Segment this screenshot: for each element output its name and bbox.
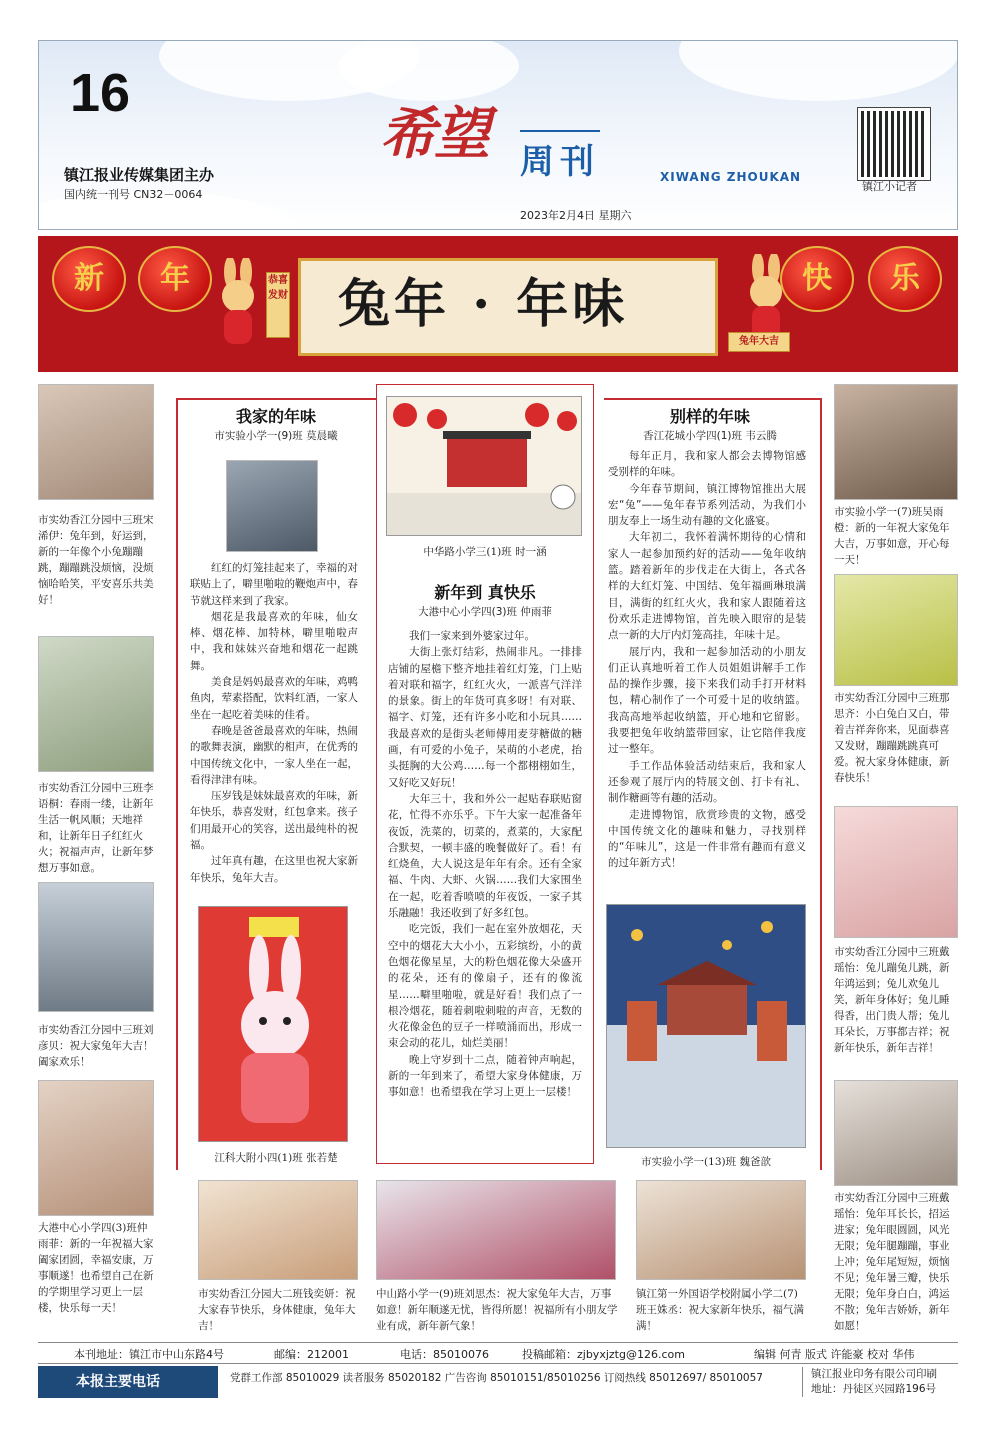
- scroll-left: 恭喜发财: [266, 272, 290, 338]
- article1-body: [190, 560, 358, 886]
- caption-bottom-3: 镇江第一外国语学校附属小学二(7)班王姝丞：祝大家新年快乐，福气满满！: [636, 1288, 804, 1332]
- article3-byline: 香江花城小学四(1)班 韦云腾: [643, 430, 777, 442]
- paragraph: 美食是妈妈最喜欢的年味，鸡鸭鱼肉，荤素搭配，饮料红酒，一家人坐在一起吃着美味的佳肴。: [190, 676, 358, 721]
- logo-pinyin: XIWANG ZHOUKAN: [660, 170, 802, 184]
- scroll-right: 兔年大吉: [728, 332, 790, 352]
- caption-right-3: 市实幼香江分园中三班戴瑶怡：兔儿蹦兔儿跳，新年鸿运到；兔儿欢兔儿笑，新年身体好；兔儿睡得香，出门贵人帮；兔儿耳朵长，万事都吉祥；祝新年快乐，新年吉祥！: [834, 946, 950, 1054]
- printer-address: 地址：丹徒区兴园路196号: [811, 1383, 937, 1395]
- photo-bottom-2: [376, 1180, 616, 1280]
- rabbit-left-icon: [210, 258, 266, 350]
- photo-article1: [226, 460, 318, 552]
- footer-address: 本刊地址：镇江市中山东路4号: [74, 1348, 224, 1361]
- article2-byline: 大港中心小学四(3)班 仲雨菲: [418, 606, 552, 618]
- qr-label: 镇江小记者: [862, 180, 917, 193]
- paragraph: 我们一家来到外婆家过年。: [409, 630, 535, 642]
- column-rule: [176, 400, 178, 1170]
- issue-date: 2023年2月4日 星期六: [520, 209, 632, 222]
- hotline-numbers: 党群工作部 85010029 读者服务 85020182 广告咨询 85010151/85010256 订阅热线 85012697/ 85010057: [230, 1372, 763, 1384]
- paragraph: 大年三十，我和外公一起贴春联贴窗花，忙得不亦乐乎。下午大家一起准备年夜饭，洗菜的，切菜的，煮菜的，大家配合默契，一顿丰盛的晚餐做好了。看！有红烧鱼，大人说这是年年有余。还有全家福、牛肉、大虾、火锅……我们大家围坐在一起，吃着香喷喷的年夜饭，一家子其乐融融！我还收到了好多红包。: [388, 792, 582, 920]
- caption-right-2: 市实幼香江分园中三班那思齐：小白兔白又白，带着吉祥奔你来，见面恭喜又发财，蹦蹦跳跳真可爱。祝大家身体健康，新春快乐！: [834, 692, 950, 784]
- article3-body: [608, 448, 806, 872]
- footer-email[interactable]: 投稿邮箱：zjbyxjztg@126.com: [522, 1348, 685, 1361]
- publisher-host: 镇江报业传媒集团主办: [64, 166, 215, 184]
- drawing-lantern-street-art: [606, 904, 806, 1148]
- footer-postcode: 邮编：212001: [274, 1348, 349, 1361]
- drawing-street-art: [386, 396, 582, 536]
- hotline-label: 本报主要电话: [38, 1366, 218, 1398]
- footer-phone: 电话：85010076: [400, 1348, 489, 1361]
- photo-right-1: [834, 384, 958, 500]
- article2-body: [388, 628, 582, 1101]
- caption-right-4: 市实幼香江分园中三班戴瑶怡：兔年耳长长，招运进家；兔年眼圆圆，风光无限；兔年腿蹦蹦，事业上冲；兔年尾短短，烦恼不见；兔年暑三瓣，快乐无限；兔年身白白，鸿运不散；兔年吉娇娇，新年如愿！: [834, 1192, 950, 1332]
- paragraph: 红红的灯笼挂起来了，幸福的对联贴上了，噼里啪啦的鞭炮声中，春节就这样来到了我家。: [190, 562, 358, 607]
- photo-left-1: [38, 384, 154, 500]
- paragraph: 大年初二，我怀着满怀期待的心情和家人一起参加预约好的活动——兔年收纳篮。踏着新年的步伐走在大街上，各式各样的大红灯笼、中国结、兔年福画琳琅满目，满街的红红火火，我和家人跟随着这份欢乐走进博物馆，首先映入眼帘的是装点一新的大厅内灯笼高挂，年味十足。: [608, 531, 806, 642]
- printer-name: 镇江报业印务有限公司印刷: [811, 1368, 937, 1380]
- caption-left-1: 市实幼香江分园中三班宋浠伊：兔年到，好运到，新的一年像个小兔蹦蹦跳，蹦蹦跳没烦恼，没烦恼哈哈笑，平安喜乐共美好！: [38, 514, 154, 606]
- paragraph: 每年正月，我和家人都会去博物馆感受别样的年味。: [608, 450, 806, 479]
- column-rule: [176, 398, 376, 400]
- article1-title: 我家的年味: [235, 407, 316, 426]
- paragraph: 烟花是我最喜欢的年味，仙女棒、烟花棒、加特林，噼里啪啦声中，我和妹妹兴奋地和烟花一起跳舞。: [190, 610, 358, 672]
- photo-bottom-1: [198, 1180, 358, 1280]
- article1-byline: 市实验小学一(9)班 莫晨曦: [214, 430, 338, 442]
- caption-bottom-1: 市实幼香江分园大二班钱奕妍：祝大家春节快乐，身体健康，兔年大吉！: [198, 1288, 356, 1332]
- paragraph: 过年真有趣，在这里也祝大家新年快乐，兔年大吉。: [190, 855, 358, 884]
- caption-right-1: 市实验小学一(7)班吴雨橙：新的一年祝大家兔年大吉，万事如意，开心每一天！: [834, 506, 950, 566]
- page-number: 16: [70, 63, 131, 123]
- photo-right-3: [834, 806, 958, 938]
- photo-right-2: [834, 574, 958, 686]
- paragraph: 春晚是爸爸最喜欢的年味，热闹的歌舞表演，幽默的相声，在优秀的中国传统文化中，一家人坐在一起，看得津津有味。: [190, 724, 358, 786]
- qr-code-icon[interactable]: [858, 108, 930, 180]
- logo-calligraphy: 希望: [380, 101, 488, 167]
- article3-title: 别样的年味: [669, 407, 750, 426]
- printer-info: [802, 1367, 937, 1397]
- article2-title: 新年到 真快乐: [434, 583, 536, 602]
- paragraph: 吃完饭，我们一起在室外放烟花，天空中的烟花大大小小，五彩缤纷，小的黄色烟花像星星，大的粉色烟花像大朵盛开的花朵，还有的像扇子，还有的像流星……噼里啪啦，就是好看！我们点了一根冷烟花，随着刺啦刺啦的声音，无数的火花像金色的豆子一样喷涌而出，形成一束会动的花儿，灿烂美丽！: [388, 923, 582, 1050]
- lantern-icon: 年: [138, 246, 212, 312]
- caption-left-3: 市实幼香江分园中三班刘彦贝：祝大家兔年大吉！阖家欢乐！: [38, 1024, 154, 1068]
- caption-left-4: 大港中心小学四(3)班仲雨菲：新的一年祝福大家阖家团圆，幸福安康，万事顺遂！也希望自己在新的学期里学习更上一层楼，快乐每一天！: [38, 1222, 154, 1314]
- column-rule: [820, 400, 822, 1170]
- paragraph: 今年春节期间，镇江博物馆推出大展宏“兔”——兔年春节系列活动，为我们小朋友奉上一场生动有趣的文化盛宴。: [608, 482, 806, 528]
- photo-left-2: [38, 636, 154, 772]
- paragraph: 压岁钱是妹妹最喜欢的年味，新年快乐，恭喜发财，红包拿来。孩子们用最开心的笑容，送出最纯朴的祝福。: [190, 790, 358, 852]
- lantern-icon: 新: [52, 246, 126, 312]
- issn-number: 国内统一刊号 CN32－0064: [64, 188, 203, 201]
- banner-title: 兔年 · 年味: [338, 274, 629, 335]
- article3-art-caption: 市实验小学一(13)班 魏爸歆: [641, 1156, 771, 1168]
- article1-art-caption: 江科大附小四(1)班 张若楚: [214, 1152, 338, 1164]
- lantern-icon: 乐: [868, 246, 942, 312]
- photo-left-4: [38, 1080, 154, 1216]
- photo-bottom-3: [636, 1180, 806, 1280]
- paragraph: 晚上守岁到十二点，随着钟声响起，新的一年到来了，希望大家身体健康，万事如意！也希望我在学习上更上一层楼！: [388, 1053, 582, 1099]
- drawing-rabbit-art: [198, 906, 348, 1142]
- paragraph: 大街上张灯结彩，热闹非凡。一排排店铺的屋檐下整齐地挂着红灯笼，门上贴着对联和福字，红红火火，一派喜气洋洋的景象。街上的年货可真多呀！有对联、福字、灯笼，还有许多小吃和小玩具……我最喜欢的是街头老师傅用麦芽糖做的糖画，有可爱的小兔子，呆萌的小老虎，抬头挺胸的大公鸡……每一个都栩栩如生，又好吃又好玩！: [388, 646, 582, 789]
- article2-art-caption: 中华路小学三(1)班 时一涵: [423, 546, 547, 558]
- lantern-icon: 快: [780, 246, 854, 312]
- caption-left-2: 市实幼香江分园中三班李语桐：春雨一缕，让新年生活一帆风顺；天地祥和，让新年日子红红火火；祝福声声，让新年梦想万事如意。: [38, 782, 154, 874]
- column-rule: [604, 398, 822, 400]
- caption-bottom-2: 中山路小学一(9)班刘思杰：祝大家兔年大吉，万事如意！新年顺遂无忧，皆得所愿！祝福所有小朋友学业有成，新年新气象！: [376, 1288, 618, 1332]
- logo-weekly: 周刊: [520, 130, 600, 183]
- paragraph: 展厅内，我和一起参加活动的小朋友们正认真地听着工作人员姐姐讲解手工作品的操作步骤，接下来我们动手打开材料包，精心制作了一个可爱十足的收纳篮。我高高地举起收纳篮，开心地和它留影。我要把兔年收纳篮带回家，让它陪伴我度过一整年。: [608, 645, 806, 756]
- photo-right-4: [834, 1080, 958, 1186]
- paragraph: 走进博物馆，欣赏珍贵的文物，感受中国传统文化的趣味和魅力，寻找别样的“年味儿”，这是一件非常有趣而有意义的过年新方式！: [608, 808, 806, 870]
- photo-left-3: [38, 882, 154, 1012]
- paragraph: 手工作品体验活动结束后，我和家人还参观了展厅内的特展文创、打卡有礼、制作糖画等有趣的活动。: [608, 759, 806, 805]
- footer-info-bar: [38, 1342, 958, 1364]
- footer-editors: 编辑 何青 版式 许能豪 校对 华伟: [754, 1348, 915, 1361]
